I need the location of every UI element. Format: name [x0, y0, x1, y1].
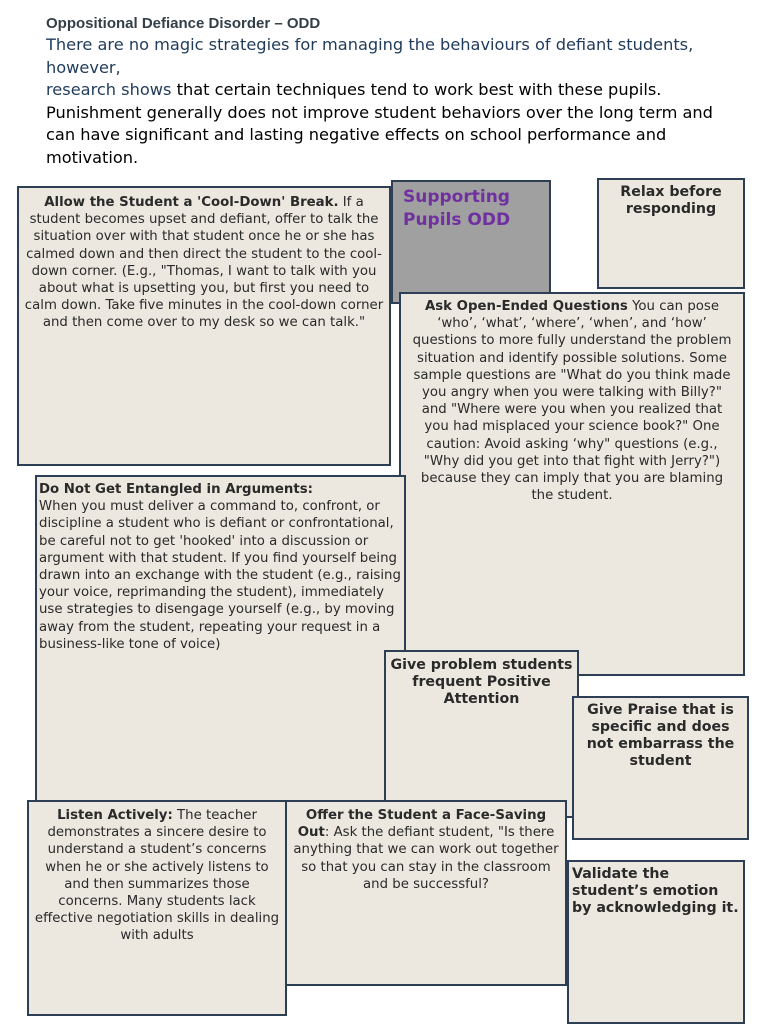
supporting-pupils-box [391, 180, 551, 304]
cool-down-body: If a student becomes upset and defiant, offer to talk the situation over with that student once he or she has calmed down and then direct the student to the cool-down corner. (E.g., "Thomas, I want to talk with you about what is upsetting you, but first you need to calm down. Take five minutes in the cool-down corner and then come over to my desk so we can talk." [24, 195, 384, 331]
page-header [46, 14, 746, 169]
entangled-arguments-box [35, 475, 406, 811]
intro-research-link: research shows [46, 80, 172, 99]
listen-body: The teacher demonstrates a sincere desire to understand a student’s concerns when he or she actively listens to and then summarizes those concerns. Many students lack effective negotiation skills in dealing with adults [34, 808, 280, 944]
face-saving-body: : Ask the defiant student, "Is there anything that we can work out together so that you can stay in the classroom and be successful? [293, 825, 559, 892]
validate-emotion-box [567, 860, 745, 1024]
cool-down-heading: Allow the Student a 'Cool-Down' Break. [44, 195, 339, 210]
listen-heading: Listen Actively: [57, 808, 173, 823]
supporting-pupils-title: Supporting Pupils ODD [403, 187, 511, 230]
entangled-body: When you must deliver a command to, confront, or discipline a student who is defiant or confrontational, be careful not to get 'hooked' into a discussion or argument with that student. If you find yourself being drawn into an exchange with the student (e.g., raising your voice, reprimanding the student), immediately use strategies to disengage yourself (e.g., by moving away from the student, repeating your request in a business-like tone of voice) [39, 499, 401, 652]
intro-lead: There are no magic strategies for managing the behaviours of defiant students, however, [46, 35, 694, 77]
relax-title: Relax before responding [620, 184, 722, 217]
cool-down-break-box [17, 186, 391, 466]
face-saving-box [285, 800, 567, 986]
positive-attention-box [384, 650, 579, 818]
open-ended-questions-box [399, 292, 745, 676]
entangled-heading: Do Not Get Entangled in Arguments: [39, 482, 313, 497]
page-title: Oppositional Defiance Disorder – ODD [46, 15, 321, 32]
intro-rest: that certain techniques tend to work best with these pupils. Punishment generally does not improve student behaviors over the long term and can have significant and lasting negative effects on school performance and motivation. [46, 80, 713, 167]
intro-paragraph [46, 34, 746, 169]
open-ended-body: You can pose ‘who’, ‘what’, ‘where’, ‘when’, and ‘how’ questions to more fully understand the problem situation and identify possible solutions. Some sample questions are "What do you think made you angry when you were talking with Billy?" and "Where were you when you realized that you had misplaced your science book?" One caution: Avoid asking ‘why" questions (e.g., "Why did you get into that fight with Jerry?") because they can imply that you are blaming the student. [412, 299, 732, 504]
positive-attention-title: Give problem students frequent Positive Attention [390, 657, 573, 707]
specific-praise-title: Give Praise that is specific and does not embarrass the student [586, 702, 735, 769]
listen-actively-box [27, 800, 287, 1016]
face-saving-heading: Offer the Student a Face-Saving Out [297, 808, 547, 841]
relax-box [597, 178, 745, 289]
validate-emotion-title: Validate the student’s emotion by acknowledging it. [572, 866, 739, 916]
specific-praise-box [572, 696, 749, 840]
open-ended-heading: Ask Open-Ended Questions [424, 299, 628, 314]
